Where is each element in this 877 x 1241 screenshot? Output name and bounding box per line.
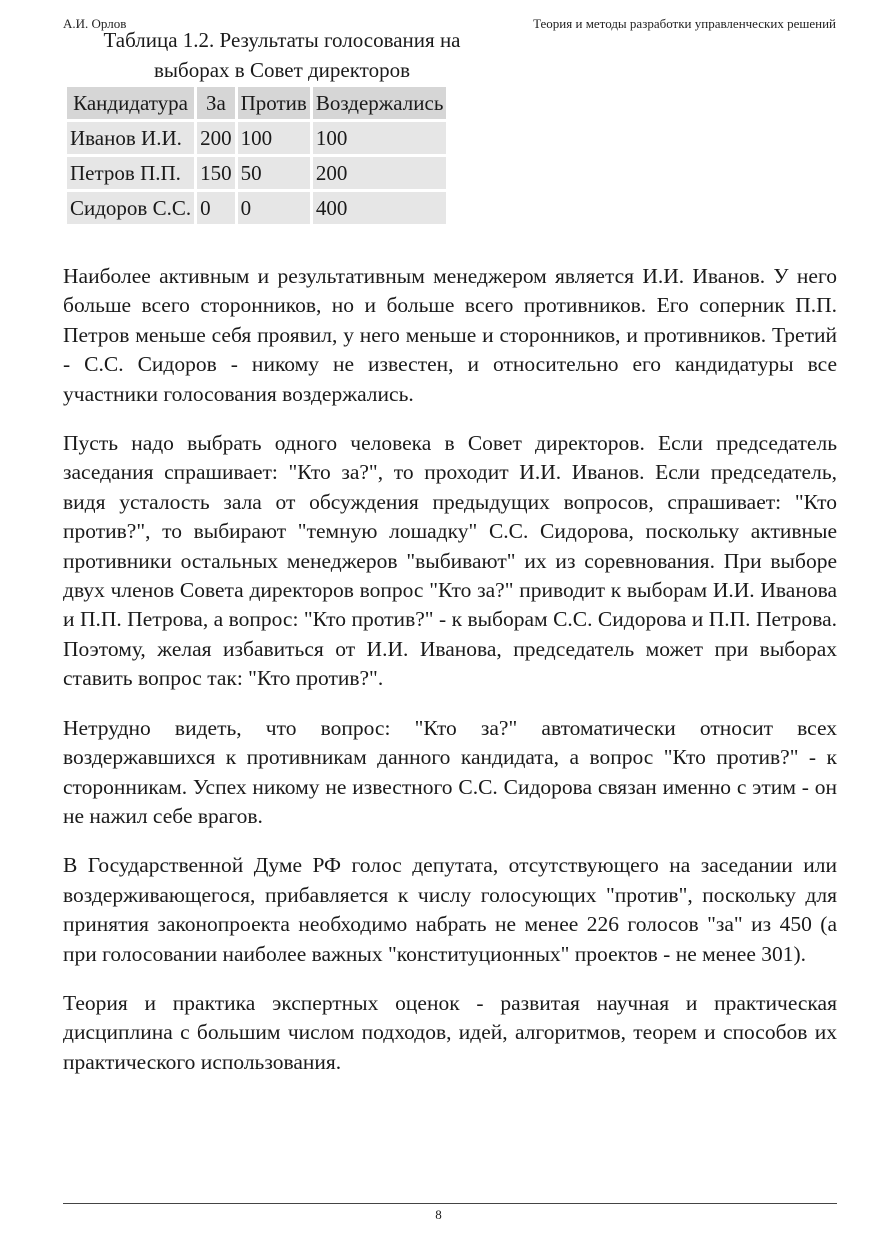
paragraph: Теория и практика экспертных оценок - развитая научная и практическая дисциплина с большим числом подходов, идей, алгоритмов, теорем и способов их практического использования.: [63, 990, 837, 1074]
table-caption-line1: Таблица 1.2. Результаты голосования на: [103, 28, 461, 52]
cell-against: 100: [238, 122, 310, 154]
page-number: 8: [435, 1207, 442, 1222]
paragraph: Наиболее активным и результативным менеджером является И.И. Иванов. У него больше всего сторонников, но и больше всего противников. Его соперник П.П. Петров меньше себя проявил, у него меньше и сторонников, и противников. Третий - С.С. Сидоров - никому не известен, и относительно его кандидатуры все участники голосования воздержались.: [63, 264, 837, 406]
footer-divider: [63, 1203, 837, 1204]
column-header-candidate: Кандидатура: [67, 87, 194, 119]
cell-for: 200: [197, 122, 235, 154]
paragraph: Пусть надо выбрать одного человека в Совет директоров. Если председатель заседания спрашивает: "Кто за?", то проходит И.И. Иванов. Если председатель, видя усталость зала от обсуждения предыдущих вопросов, спрашивает: "Кто против?", то выбирают "темную лошадку" С.С. Сидорова, поскольку активные противники остальных менеджеров "выбивают" их из соревнования. При выборе двух членов Совета директоров вопрос "Кто за?" приводит к выборам И.И. Иванова и П.П. Петрова, а вопрос: "Кто против?" - к выборам С.С. Сидорова и П.П. Петрова. Поэтому, желая избавиться от И.И. Иванова, председатель может при выборах ставить вопрос так: "Кто против?".: [63, 431, 837, 691]
cell-for: 0: [197, 192, 235, 224]
table-caption: [64, 25, 500, 85]
body-text: [63, 262, 837, 1097]
paragraph: В Государственной Думе РФ голос депутата, отсутствующего на заседании или воздерживающегося, прибавляется к числу голосующих "против", поскольку для принятия законопроекта необходимо набрать не менее 226 голосов "за" из 450 (а при голосовании наиболее важных "конституционных" проектов - не менее 301).: [63, 853, 837, 966]
cell-candidate: Петров П.П.: [67, 157, 194, 189]
column-header-abstained: Воздержались: [313, 87, 447, 119]
table-header-row: [67, 87, 446, 119]
column-header-for: За: [197, 87, 235, 119]
cell-abstained: 400: [313, 192, 447, 224]
cell-against: 50: [238, 157, 310, 189]
header-author: А.И. Орлов: [63, 16, 127, 31]
cell-against: 0: [238, 192, 310, 224]
header-book-title: Теория и методы разработки управленческих решений: [533, 16, 836, 31]
table-row: [67, 122, 446, 154]
column-header-against: Против: [238, 87, 310, 119]
table-row: [67, 192, 446, 224]
cell-abstained: 200: [313, 157, 447, 189]
table-row: [67, 157, 446, 189]
cell-abstained: 100: [313, 122, 447, 154]
table-caption-line2: выборах в Совет директоров: [154, 58, 410, 82]
cell-candidate: Сидоров С.С.: [67, 192, 194, 224]
cell-candidate: Иванов И.И.: [67, 122, 194, 154]
cell-for: 150: [197, 157, 235, 189]
voting-results-table: [64, 84, 449, 227]
paragraph: Нетрудно видеть, что вопрос: "Кто за?" автоматически относит всех воздержавшихся к противникам данного кандидата, а вопрос "Кто против?" - к сторонникам. Успех никому не известного С.С. Сидорова связан именно с этим - он не нажил себе врагов.: [63, 715, 837, 828]
